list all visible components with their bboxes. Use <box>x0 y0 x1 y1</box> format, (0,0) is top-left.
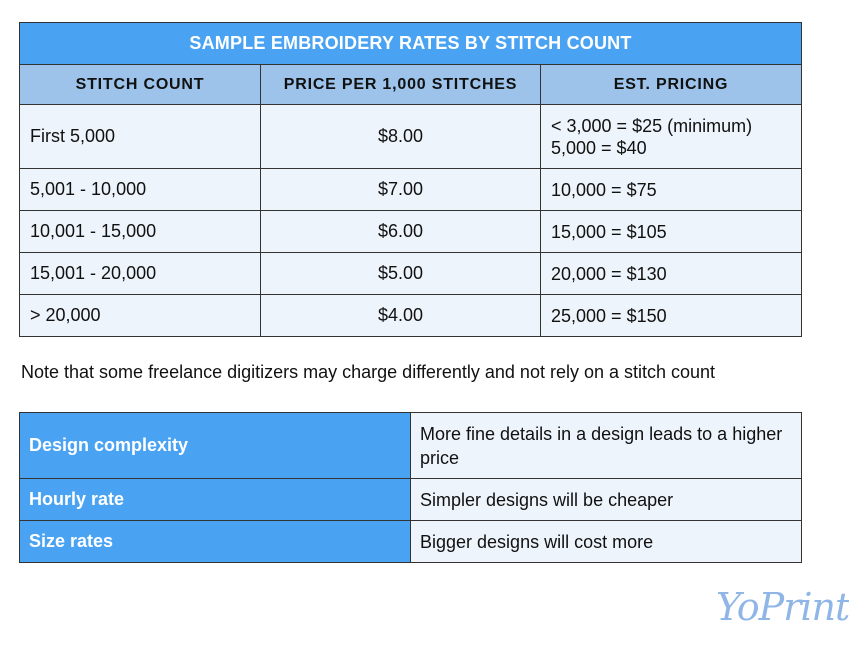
stitch-count-cell: First 5,000 <box>20 105 261 169</box>
factor-description-cell: More fine details in a design leads to a higher price <box>411 413 802 479</box>
factor-description-cell: Simpler designs will be cheaper <box>411 479 802 521</box>
price-cell: $7.00 <box>261 169 541 211</box>
price-cell: $6.00 <box>261 211 541 253</box>
est-pricing-line: < 3,000 = $25 (minimum) <box>551 115 753 136</box>
stitch-count-cell: > 20,000 <box>20 295 261 337</box>
est-pricing-cell: 15,000 = $105 <box>541 211 802 253</box>
rates-title-row <box>20 23 802 65</box>
table-row <box>20 253 802 295</box>
header-est-pricing: EST. PRICING <box>541 65 802 105</box>
table-row <box>20 413 802 479</box>
est-pricing-cell <box>541 105 802 169</box>
factor-cell: Design complexity <box>20 413 411 479</box>
rates-title: SAMPLE EMBROIDERY RATES BY STITCH COUNT <box>20 23 802 65</box>
factor-description-cell: Bigger designs will cost more <box>411 521 802 563</box>
rates-table <box>19 22 802 337</box>
table-row <box>20 521 802 563</box>
rates-header-row <box>20 65 802 105</box>
est-pricing-cell: 10,000 = $75 <box>541 169 802 211</box>
header-stitch-count: STITCH COUNT <box>20 65 261 105</box>
est-pricing-line: 5,000 = $40 <box>551 137 647 158</box>
yoprint-logo: YoPrint <box>716 585 849 629</box>
table-row <box>20 105 802 169</box>
factor-cell: Size rates <box>20 521 411 563</box>
est-pricing-cell: 20,000 = $130 <box>541 253 802 295</box>
stitch-count-cell: 5,001 - 10,000 <box>20 169 261 211</box>
table-row <box>20 169 802 211</box>
price-cell: $8.00 <box>261 105 541 169</box>
table-row <box>20 211 802 253</box>
price-cell: $5.00 <box>261 253 541 295</box>
price-cell: $4.00 <box>261 295 541 337</box>
table-row <box>20 479 802 521</box>
stitch-count-cell: 15,001 - 20,000 <box>20 253 261 295</box>
factor-cell: Hourly rate <box>20 479 411 521</box>
stitch-count-cell: 10,001 - 15,000 <box>20 211 261 253</box>
factors-table <box>19 412 802 563</box>
est-pricing-cell: 25,000 = $150 <box>541 295 802 337</box>
pricing-note: Note that some freelance digitizers may charge differently and not rely on a stitch count <box>21 362 716 382</box>
header-price-per-1000: PRICE PER 1,000 STITCHES <box>261 65 541 105</box>
table-row <box>20 295 802 337</box>
